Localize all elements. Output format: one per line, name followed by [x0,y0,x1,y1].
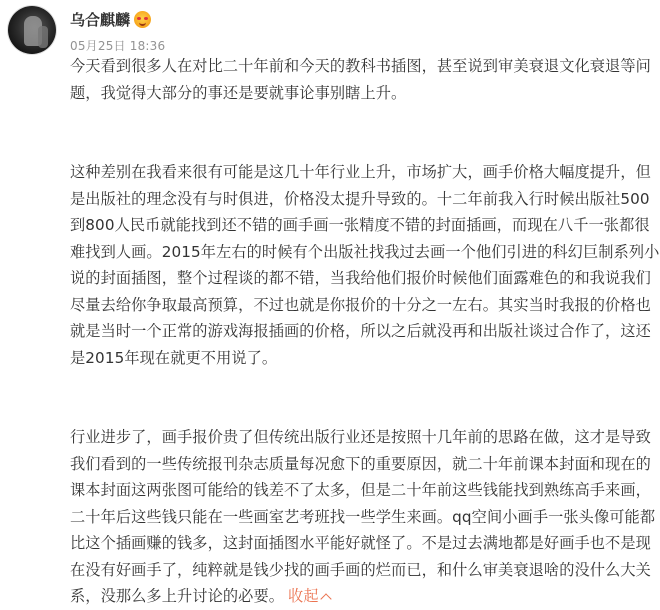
text-line: 二十年后这些钱只能在一些画室艺考班找一些学生来画。qq空间小画手一张头像可能都 [70,507,656,526]
emoji-badge-icon [134,11,151,28]
post-timestamp[interactable]: 05月25日 18:36 [70,39,166,53]
collapse-label[interactable]: 收起 [288,587,319,605]
text-line: 题，我觉得大部分的事还是要就事论事别瞎上升。 [70,83,407,102]
username[interactable]: 乌合麒麟 [70,11,131,29]
text-line: 我们看到的一些传统报刊杂志质量每况愈下的重要原因，就二十年前课本封面和现在的 [70,454,651,473]
text-line: 行业进步了，画手报价贵了但传统出版行业还是按照十几年前的思路在做，这才是导致 [70,428,651,446]
text-line: 在没有好画手了，纯粹就是钱少找的画手画的烂而已，和什么审美衰退啥的没什么大关 [70,560,651,579]
text-line: 难找到人画。2015年左右的时候有个出版社找我过去画一个他们引进的科幻巨制系列小 [70,242,660,261]
collapse-button[interactable] [288,587,330,605]
text-line: 尽量去给你争取最高预算，不过也就是你报价的十分之一左右。其实当时我报的价格也 [70,295,651,314]
text-line: 说的封面插图，整个过程谈的都不错，当我给他们报价时候他们面露难色的和我说我们 [70,269,651,287]
text-line: 到800人民币就能找到还不错的画手画一张精度不错的封面插画，而现在八千一张都很 [70,216,650,234]
text-line: 这种差别在我看来很有可能是这几十年行业上升，市场扩大，画手价格大幅度提升，但 [70,163,651,181]
text-line: 就是当时一个正常的游戏海报插画的价格，所以之后就没再和出版社谈过合作了，这还 [70,322,651,340]
author-header [70,9,151,30]
paragraph-2 [70,159,660,371]
text-line: 系，没那么多上升讨论的必要。 [70,587,285,605]
text-line: 是2015年现在就更不用说了。 [70,348,278,367]
text-line: 今天看到很多人在对比二十年前和今天的教科书插图，甚至说到审美衰退文化衰退等问 [70,57,651,75]
text-line: 是出版社的理念没有与时俱进，价格没太提升导致的。十二年前我入行时候出版社500 [70,189,650,208]
text-line: 比这个插画赚的钱多，这封面插图水平能好就怪了。不是过去满地都是好画手也不是现 [70,534,651,552]
paragraph-1 [70,53,660,106]
text-line: 课本封面这两张图可能给的钱差不了太多，但是二十年前这些钱能找到熟练高手来画， [70,481,651,499]
post-body [70,53,660,610]
chevron-up-icon[interactable] [320,593,331,604]
paragraph-3 [70,424,660,610]
last-text-line [70,583,660,610]
avatar[interactable] [8,6,56,54]
